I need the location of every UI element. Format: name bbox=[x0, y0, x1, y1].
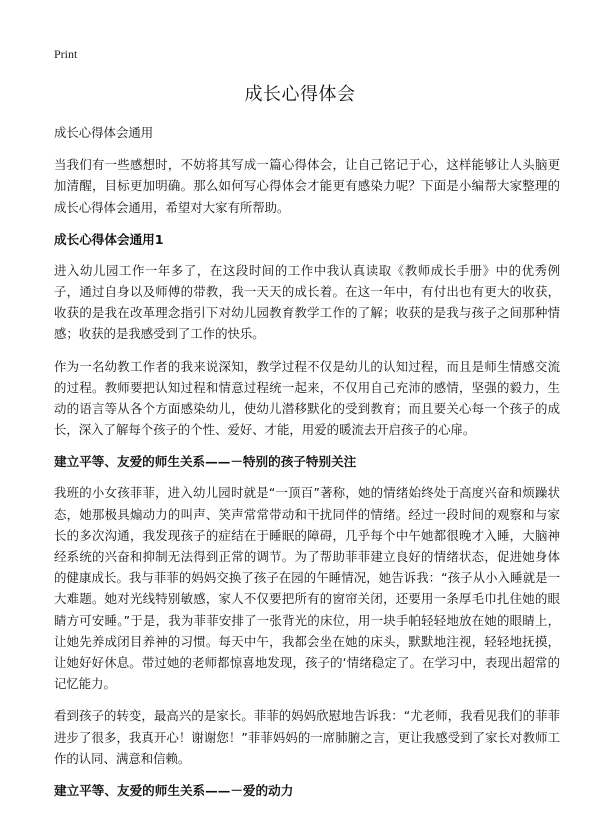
section-2-paragraph-1: 我班的小女孩菲菲，进入幼儿园时就是“一顶百”著称，她的情绪始终处于高度兴奋和烦躁状态，她那极具煽动力的叫声、笑声常常带动和干扰同伴的情绪。经过一段时间的观察和与家长的多次沟通，我发现孩子的症结在于睡眠的障碍，几乎每个中午她都很晚才入睡，大脑神经系统的兴奋和抑制无法得到正常的调节。为了帮助菲菲建立良好的情绪状态，促进她身体的健康成长。我与菲菲的妈妈交换了孩子在园的午睡情况，她告诉我：“孩子从小入睡就是一大难题。她对光线特别敏感，家人不仅要把所有的窗帘关闭，还要用一条厚毛巾扎住她的眼睛方可安睡。”于是，我为菲菲安排了一张背光的床位，用一块手帕轻轻地放在她的眼睛上，让她先养成闭目养神的习惯。每天中午，我都会坐在她的床头，默默地注视，轻轻地抚摸，让她好好休息。带过她的老师都惊喜地发现，孩子的‘情绪稳定了。在学习中，表现出超常的记忆能力。 bbox=[54, 485, 560, 692]
section-2-heading: 建立平等、友爱的师生关系——－特别的孩子特别关注 bbox=[54, 454, 357, 470]
section-2-paragraph-2: 看到孩子的转变，最高兴的是家长。菲菲的妈妈欣慰地告诉我：“尤老师，我看见我们的菲菲进步了很多，我真开心！谢谢您！”菲菲妈妈的一席肺腑之言，更让我感受到了家长对教师工作的认同、满意和信赖。 bbox=[54, 708, 560, 766]
document-subtitle: 成长心得体会通用 bbox=[54, 125, 154, 140]
print-link[interactable]: Print bbox=[54, 47, 78, 61]
section-3-heading: 建立平等、友爱的师生关系——－爱的动力 bbox=[54, 783, 294, 799]
section-1-paragraph-1: 进入幼儿园工作一年多了，在这段时间的工作中我认真读取《教师成长手册》中的优秀例子，通过自身以及师傅的带教，我一天天的成长着。在这一年中，有付出也有更大的收获，收获的是我在改革理念指引下对幼儿园教育教学工作的了解；收获的是我与孩子之间那种情感；收获的是我感受到了工作的快乐。 bbox=[54, 262, 560, 342]
intro-paragraph: 当我们有一些感想时，不妨将其写成一篇心得体会，让自己铭记于心，这样能够让人头脑更加清醒，目标更加明确。那么如何写心得体会才能更有感染力呢？下面是小编帮大家整理的成长心得体会通用，希望对大家有所帮助。 bbox=[54, 157, 560, 215]
section-1-heading: 成长心得体会通用1 bbox=[54, 231, 164, 247]
section-1-paragraph-2: 作为一名幼教工作者的我来说深知，教学过程不仅是幼儿的认知过程，而且是师生情感交流的过程。教师要把认知过程和情意过程统一起来，不仅用自己充沛的感情，坚强的毅力，生动的语言等从各个方面感染幼儿，使幼儿潜移默化的受到教育；而且要关心每一个孩子的成长，深入了解每个孩子的个性、爱好、才能，用爱的暖流去开启孩子的心扉。 bbox=[54, 358, 560, 438]
article-body bbox=[54, 122, 560, 811]
page-title: 成长心得体会 bbox=[244, 84, 356, 105]
